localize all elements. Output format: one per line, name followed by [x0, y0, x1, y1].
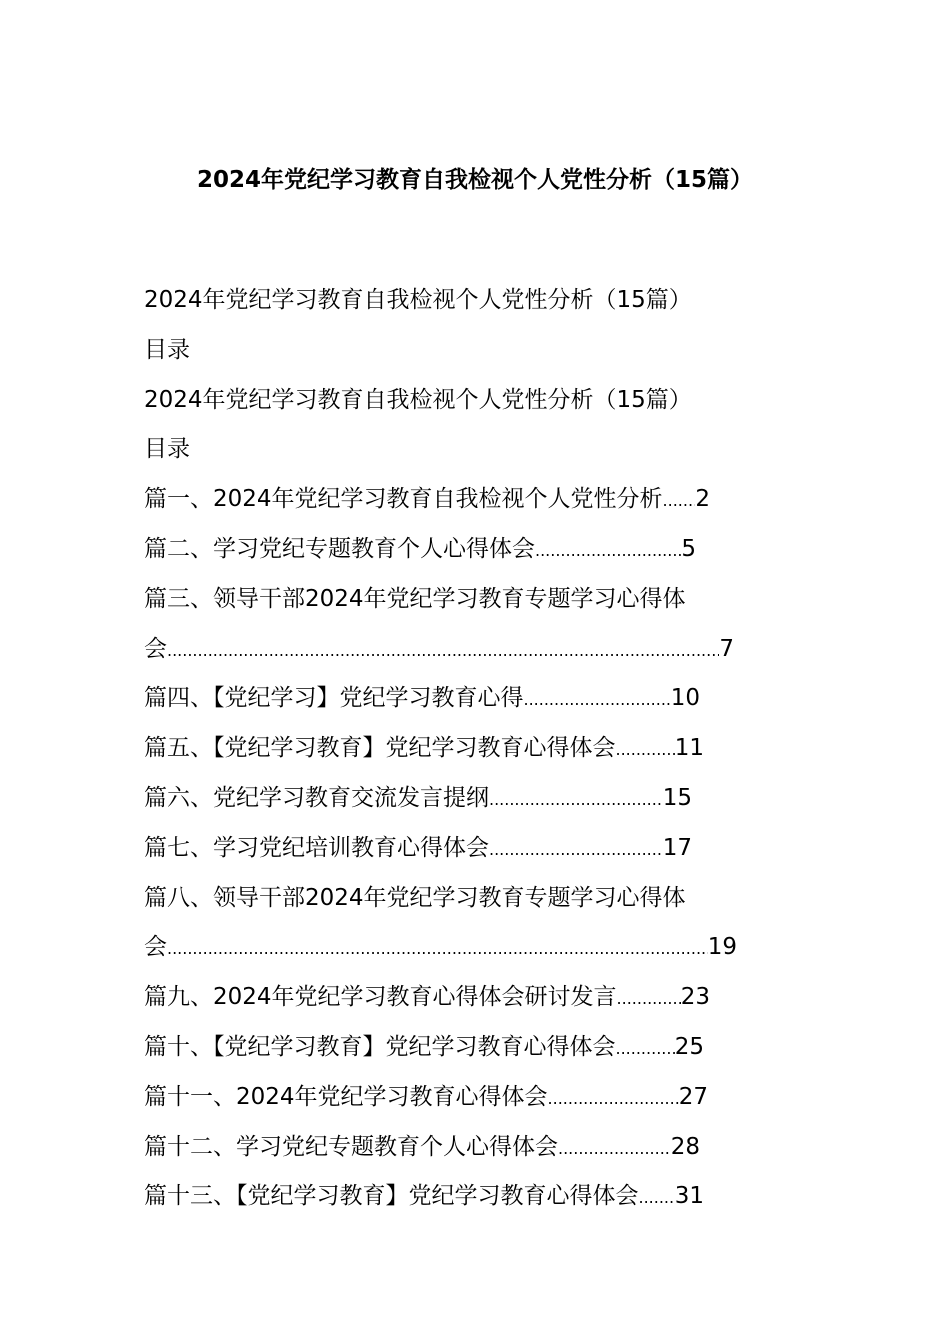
toc-entry[interactable] — [144, 1123, 700, 1173]
toc-entry-text: 篇四、【党纪学习】党纪学习教育心得 — [144, 685, 524, 712]
toc-entry-text: 篇六、党纪学习教育交流发言提纲 — [144, 784, 489, 811]
toc-entry-text: 篇十二、学习党纪专题教育个人心得体会 — [144, 1133, 558, 1160]
toc-entry[interactable]: 篇三、领导干部2024年党纪学习教育专题学习心得体 — [144, 585, 686, 612]
toc-entry[interactable]: 篇八、领导干部2024年党纪学习教育专题学习心得体 — [144, 884, 686, 911]
toc-leader-dots — [639, 1173, 675, 1223]
toc-entry[interactable] — [144, 1172, 704, 1222]
toc-entry-page: 19 — [707, 934, 737, 961]
toc-leader-dots — [548, 1074, 679, 1124]
toc-leader-dots — [617, 974, 681, 1024]
toc-leader-dots — [489, 775, 663, 825]
toc-entry-text: 篇十一、2024年党纪学习教育心得体会 — [144, 1083, 548, 1110]
page-title: 2024年党纪学习教育自我检视个人党性分析（15篇） — [196, 167, 754, 193]
toc-entry[interactable] — [144, 475, 710, 525]
toc-leader-dots — [489, 825, 663, 875]
toc-entry-text: 篇五、【党纪学习教育】党纪学习教育心得体会 — [144, 735, 616, 762]
toc-entry-text: 篇十三、【党纪学习教育】党纪学习教育心得体会 — [144, 1183, 639, 1210]
toc-leader-dots — [663, 476, 696, 526]
toc-entry[interactable] — [144, 1073, 708, 1123]
toc-entry-text: 篇一、2024年党纪学习教育自我检视个人党性分析 — [144, 486, 663, 513]
toc-entry[interactable] — [144, 724, 704, 774]
toc-entry-text: 篇二、学习党纪专题教育个人心得体会 — [144, 535, 535, 562]
toc-entry-text: 会 — [144, 934, 167, 961]
toc-entry[interactable] — [144, 525, 696, 575]
toc-leader-dots — [616, 725, 675, 775]
toc-header-line: 2024年党纪学习教育自我检视个人党性分析（15篇） — [144, 287, 692, 313]
toc-entry-text: 篇七、学习党纪培训教育心得体会 — [144, 834, 489, 861]
toc-entry-page: 25 — [674, 1033, 704, 1060]
toc-entry-page: 23 — [680, 984, 710, 1011]
toc-header-line: 2024年党纪学习教育自我检视个人党性分析（15篇） — [144, 386, 692, 413]
toc-entry[interactable] — [144, 774, 692, 824]
toc-entry-text: 篇十、【党纪学习教育】党纪学习教育心得体会 — [144, 1033, 616, 1060]
toc-leader-dots — [535, 526, 681, 576]
toc-entry-text: 篇九、2024年党纪学习教育心得体会研讨发言 — [144, 984, 617, 1011]
toc-header-line: 目录 — [144, 336, 190, 363]
toc-header-line: 目录 — [144, 436, 190, 463]
toc-leader-dots — [524, 675, 671, 725]
toc-entry[interactable] — [144, 1023, 704, 1073]
toc-entry-page: 15 — [662, 784, 692, 811]
toc-entry-continuation[interactable] — [144, 625, 734, 675]
toc-entry-page: 27 — [678, 1083, 708, 1110]
toc-entry[interactable] — [144, 674, 700, 724]
toc-entry-text: 会 — [144, 635, 167, 662]
toc-leader-dots — [616, 1024, 675, 1074]
toc-entry-page: 2 — [695, 486, 710, 513]
toc-entry-page: 17 — [662, 834, 692, 861]
toc-leader-dots — [167, 626, 719, 676]
toc-entry-page: 10 — [670, 685, 700, 712]
toc-entry-page: 28 — [670, 1133, 700, 1160]
toc-leader-dots — [167, 924, 708, 974]
toc-leader-dots — [558, 1124, 671, 1174]
table-of-contents — [144, 276, 744, 1222]
toc-entry-page: 11 — [674, 735, 704, 762]
toc-entry[interactable] — [144, 973, 710, 1023]
toc-entry-page: 31 — [674, 1183, 704, 1210]
toc-entry[interactable] — [144, 824, 692, 874]
toc-entry-page: 7 — [719, 635, 734, 662]
toc-entry-continuation[interactable] — [144, 923, 737, 973]
toc-entry-page: 5 — [681, 535, 696, 562]
